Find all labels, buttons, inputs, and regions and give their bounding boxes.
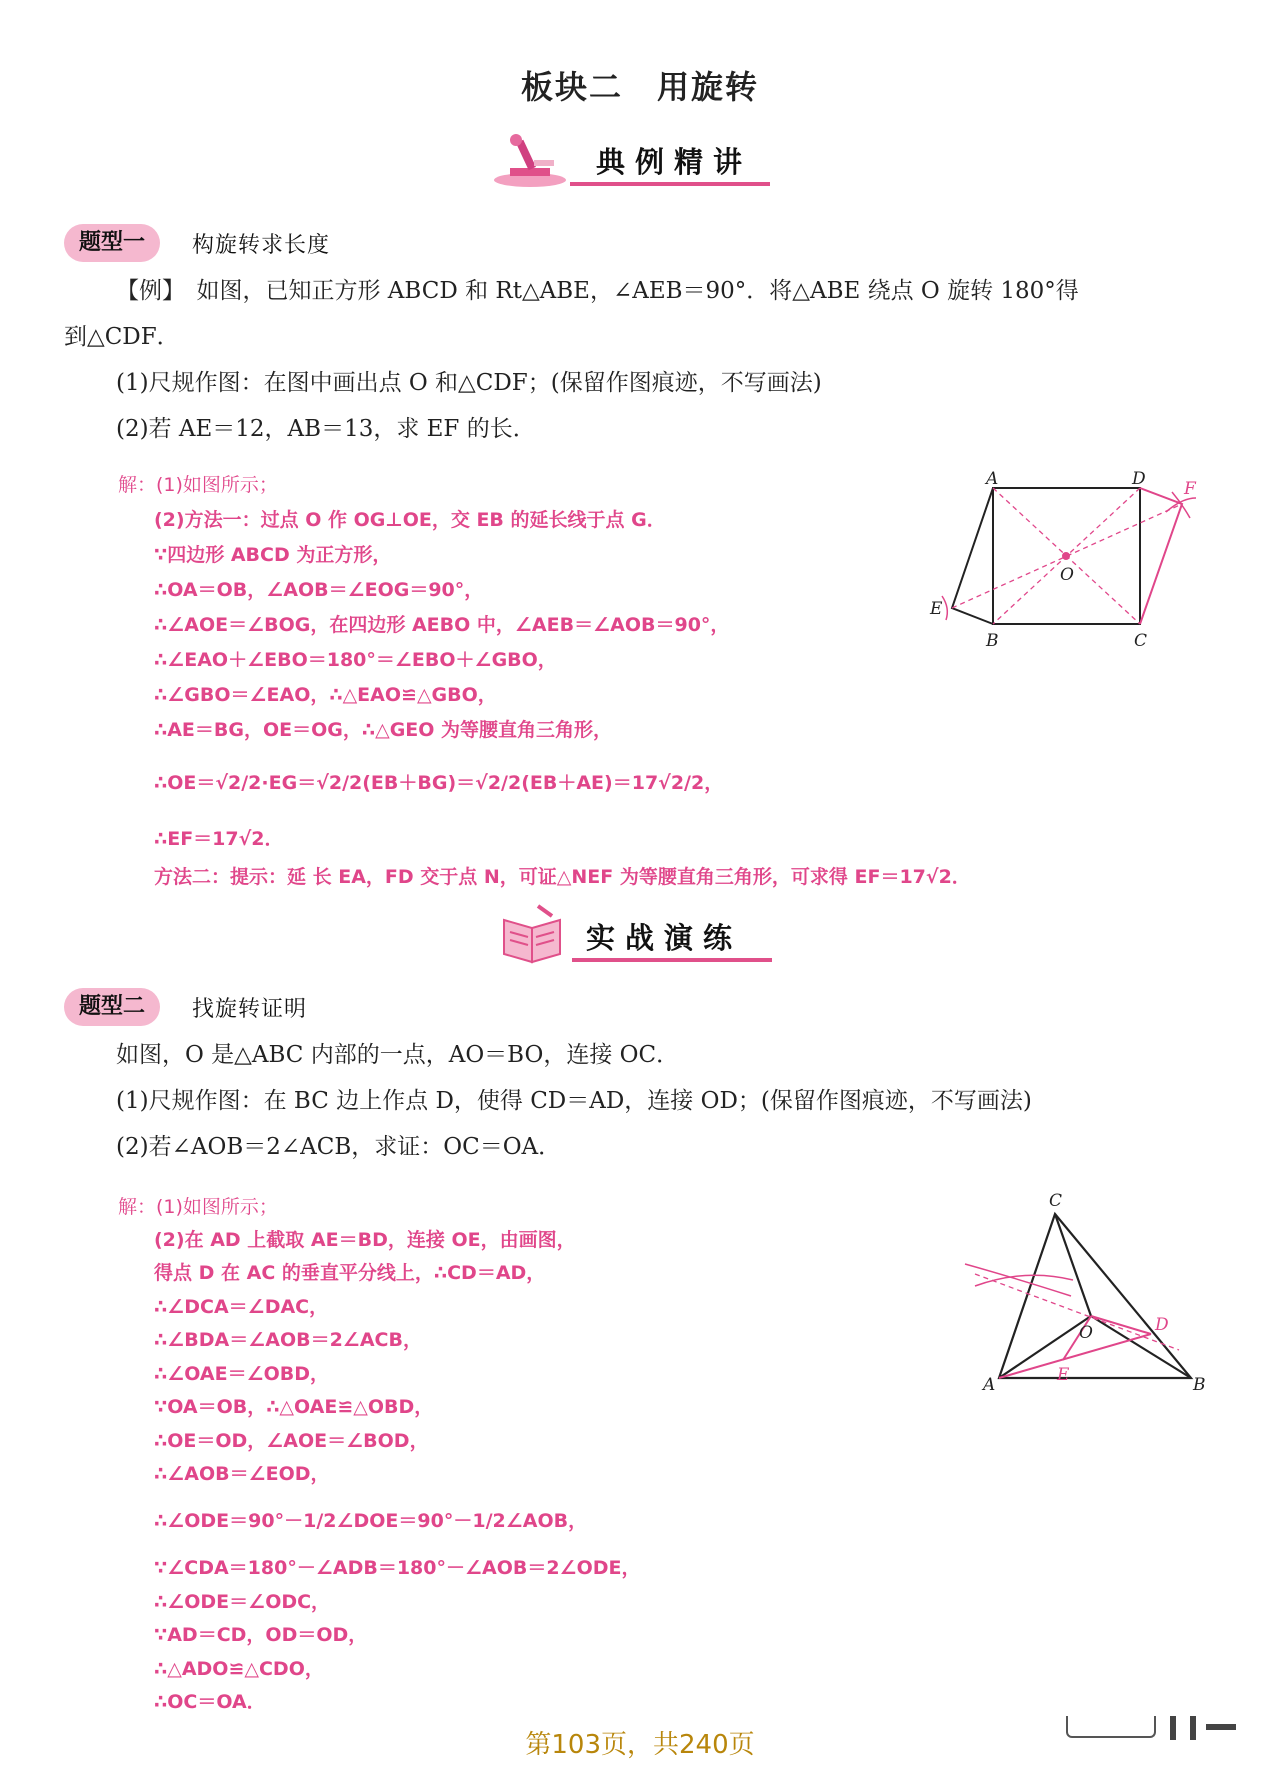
solution-line: ∴∠GBO＝∠EAO，∴△EAO≌△GBO， (154, 684, 497, 706)
problem-line: 如图，O 是△ABC 内部的一点，AO＝BO，连接 OC． (116, 1042, 680, 1068)
solution-line: ∴∠AOE＝∠BOG，在四边形 AEBO 中，∠AEB＝∠AOB＝90°， (154, 614, 730, 636)
figure-label: O (1079, 1323, 1093, 1343)
banner-practice (500, 902, 790, 972)
solution-line: ∴△ADO≌△CDO， (154, 1658, 324, 1680)
problem-line: (1)尺规作图：在图中画出点 O 和△CDF；(保留作图痕迹，不写画法) (116, 370, 822, 396)
figure-label: O (1060, 565, 1074, 585)
bar-icon (1190, 1716, 1196, 1740)
solution-line: 解：(1)如图所示； (118, 474, 278, 496)
solution-line: ∵∠CDA＝180°－∠ADB＝180°－∠AOB＝2∠ODE， (154, 1557, 641, 1579)
banner-practice-text: 实战演练 (586, 921, 743, 955)
dash-icon (1206, 1724, 1236, 1730)
figure-label: B (986, 631, 999, 651)
solution-line: (2)方法一：过点 O 作 OG⊥OE，交 EB 的延长线于点 G． (154, 509, 666, 531)
figure-label: C (1049, 1191, 1063, 1211)
solution-line: ∴OC＝OA． (154, 1691, 266, 1713)
banner-underline (572, 958, 772, 962)
solution-line: ∴∠AOB＝∠EOD， (154, 1463, 330, 1485)
solution-line: ∴∠EAO＋∠EBO＝180°＝∠EBO＋∠GBO， (154, 649, 557, 671)
solution-line: ∴EF＝17√2． (154, 828, 284, 850)
bar-icon (1170, 1716, 1176, 1740)
solution-line: 解：(1)如图所示； (118, 1196, 278, 1218)
figure-label: F (1184, 479, 1196, 499)
solution-line: ∴AE＝BG，OE＝OG，∴△GEO 为等腰直角三角形， (154, 719, 613, 741)
section-header-1 (64, 224, 464, 264)
problem-line: 到△CDF． (64, 324, 180, 350)
problem-line: 【例】 如图，已知正方形 ABCD 和 Rt△ABE，∠AEB＝90°．将△ABE 绕点 O 旋转 180°得 (116, 278, 1079, 304)
solution-line: ∴OE＝√2/2·EG＝√2/2(EB＋BG)＝√2/2(EB＋AE)＝17√2/2， (154, 772, 724, 794)
solution-line: ∵四边形 ABCD 为正方形， (154, 544, 392, 566)
figure-label: D (1155, 1315, 1169, 1335)
figure-label: B (1193, 1375, 1206, 1395)
book-icon (500, 902, 566, 968)
type-badge: 题型一 (64, 224, 160, 262)
type-title: 构旋转求长度 (192, 233, 331, 258)
figure-label: A (986, 469, 999, 489)
page-footer: 第103页，共240页 (525, 1730, 755, 1760)
figure-label: C (1134, 631, 1148, 651)
solution-line: ∴∠DCA＝∠DAC， (154, 1296, 329, 1318)
type-title: 找旋转证明 (192, 997, 308, 1022)
scroll-indicator-icon[interactable] (1066, 1716, 1156, 1738)
figure-label: E (930, 599, 943, 619)
solution-line: (2)在 AD 上截取 AE＝BD，连接 OE，由画图， (154, 1229, 576, 1251)
type-badge: 题型二 (64, 988, 160, 1026)
solution-line: ∵OA＝OB，∴△OAE≌△OBD， (154, 1396, 434, 1418)
banner-examples-text: 典例精讲 (596, 145, 753, 179)
solution-line: ∴∠BDA＝∠AOB＝2∠ACB， (154, 1329, 422, 1351)
microscope-icon (490, 130, 568, 190)
solution-line: ∴OA＝OB，∠AOB＝∠EOG＝90°， (154, 579, 484, 601)
banner-underline (570, 182, 770, 186)
solution-line: ∴∠ODE＝∠ODC， (154, 1591, 331, 1613)
page-title: 板块二 用旋转 (520, 68, 759, 106)
banner-examples (490, 128, 780, 198)
solution-line: ∴∠OAE＝∠OBD， (154, 1363, 330, 1385)
solution-line: 方法二：提示：延 长 EA，FD 交于点 N，可证△NEF 为等腰直角三角形，可求得 EF＝17√2． (154, 866, 971, 888)
solution-line: ∴OE＝OD，∠AOE＝∠BOD， (154, 1430, 429, 1452)
solution-line: ∵AD＝CD，OD＝OD， (154, 1624, 368, 1646)
problem-line: (2)若∠AOB＝2∠ACB，求证：OC＝OA． (116, 1134, 562, 1160)
section-header-2 (64, 988, 464, 1028)
problem-line: (1)尺规作图：在 BC 边上作点 D，使得 CD＝AD，连接 OD；(保留作图痕迹，不写画法) (116, 1088, 1032, 1114)
figure-square-rotation (920, 468, 1210, 658)
figure-triangle (955, 1188, 1215, 1398)
figure-label: D (1132, 469, 1146, 489)
problem-line: (2)若 AE＝12，AB＝13，求 EF 的长． (116, 416, 536, 442)
solution-line: ∴∠ODE＝90°－1/2∠DOE＝90°－1/2∠AOB， (154, 1510, 588, 1532)
figure-label: A (983, 1375, 996, 1395)
figure-label: E (1057, 1365, 1070, 1385)
solution-line: 得点 D 在 AC 的垂直平分线上，∴CD＝AD， (154, 1262, 546, 1284)
